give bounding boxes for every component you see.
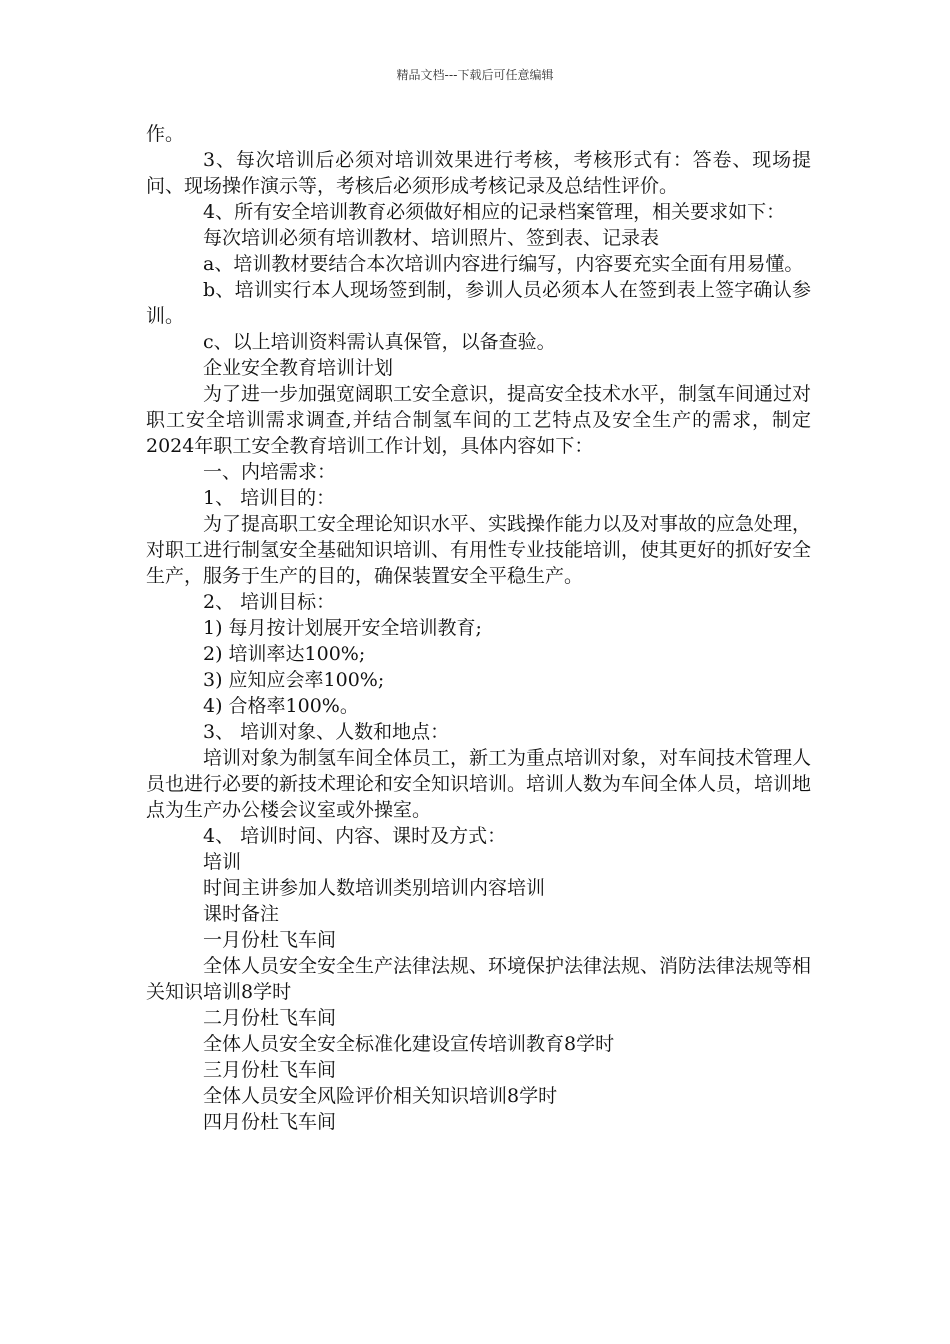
list-item: 1) 每月按计划展开安全培训教育;	[203, 617, 482, 639]
list-item: 3) 应知应会率100%;	[203, 669, 385, 691]
table-text-line: 时间主讲参加人数培训类别培训内容培训	[203, 877, 546, 899]
section-title: 企业安全教育培训计划	[203, 357, 394, 379]
table-text-line: 二月份杜飞车间	[203, 1007, 337, 1029]
table-text-line: 四月份杜飞车间	[203, 1111, 337, 1133]
paragraph: 培训对象为制氢车间全体员工，新工为重点培训对象，对车间技术管理人员也进行必要的新技术理论和安全知识培训。培训人数为车间全体人员，培训地点为生产办公楼会议室或外操室。	[146, 747, 812, 821]
subsection-heading: 1、 培训目的：	[203, 487, 336, 509]
paragraph: 为了提高职工安全理论知识水平、实践操作能力以及对事故的应急处理，对职工进行制氢安全基础知识培训、有用性专业技能培训，使其更好的抓好安全生产，服务于生产的目的，确保装置安全平稳生产。	[146, 513, 812, 587]
paragraph: a、培训教材要结合本次培训内容进行编写，内容要充实全面有用易懂。	[203, 253, 804, 275]
table-text-line: 一月份杜飞车间	[203, 929, 337, 951]
paragraph: 每次培训必须有培训教材、培训照片、签到表、记录表	[203, 227, 660, 249]
paragraph: 4、所有安全培训教育必须做好相应的记录档案管理，相关要求如下：	[203, 201, 786, 223]
paragraph: c、以上培训资料需认真保管，以备查验。	[203, 331, 556, 353]
paragraph: 作。	[146, 123, 185, 145]
document-body	[146, 121, 811, 1135]
paragraph: 为了进一步加强宽阔职工安全意识，提高安全技术水平，制氢车间通过对职工安全培训需求调查,并结合制氢车间的工艺特点及安全生产的需求，制定2024年职工安全教育培训工作计划，具体内容如下：	[146, 383, 812, 457]
paragraph: b、培训实行本人现场签到制，参训人员必须本人在签到表上签字确认参训。	[146, 279, 811, 327]
table-text-line: 全体人员安全安全生产法律法规、环境保护法律法规、消防法律法规等相关知识培训8学时	[146, 955, 812, 1003]
table-text-line: 课时备注	[203, 903, 280, 925]
subsection-heading: 2、 培训目标：	[203, 591, 336, 613]
table-text-line: 三月份杜飞车间	[203, 1059, 337, 1081]
table-text-line: 全体人员安全风险评价相关知识培训8学时	[203, 1085, 558, 1107]
list-item: 4) 合格率100%。	[203, 695, 359, 717]
subsection-heading: 3、 培训对象、人数和地点：	[203, 721, 450, 743]
page-header: 精品文档---下载后可任意编辑	[396, 68, 554, 82]
table-text-line: 培训	[203, 851, 242, 873]
list-item: 2) 培训率达100%;	[203, 643, 366, 665]
paragraph: 3、每次培训后必须对培训效果进行考核，考核形式有：答卷、现场提问、现场操作演示等，考核后必须形成考核记录及总结性评价。	[146, 149, 811, 197]
table-text-line: 全体人员安全安全标准化建设宣传培训教育8学时	[203, 1033, 615, 1055]
section-heading: 一、内培需求：	[203, 461, 337, 483]
subsection-heading: 4、 培训时间、内容、课时及方式：	[203, 825, 507, 847]
